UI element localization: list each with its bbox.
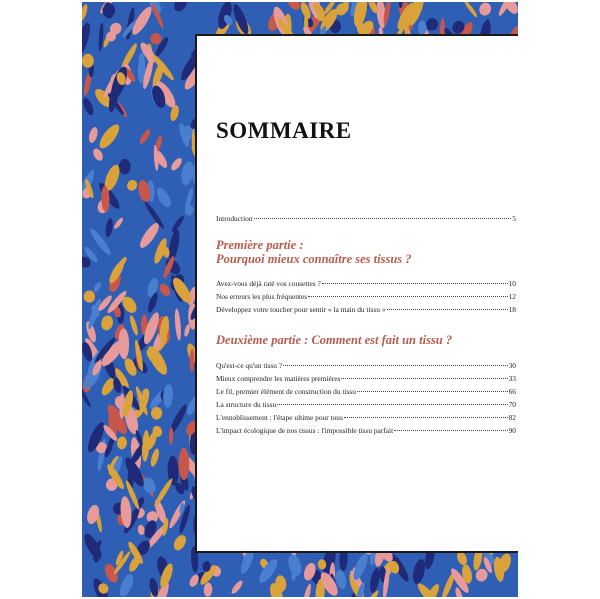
toc-entry-label: L'impact écologique de nos tissus : l'impossible tissu parfait: [216, 426, 394, 435]
toc-leader-dots: [344, 417, 508, 418]
part-heading-2-line1: Deuxième partie : Comment est fait un tissu ?: [216, 333, 453, 347]
toc-entry-page: 82: [508, 413, 516, 422]
toc-entry-label: Qu'est-ce qu'un tissu ?: [216, 361, 283, 370]
toc-entry: [216, 387, 516, 397]
brush-stroke: [157, 282, 172, 298]
toc-entry-label: Avez-vous déjà raté vos cousettes ?: [216, 279, 321, 288]
part-heading-2: [216, 333, 518, 347]
toc-entry-label: Mieux comprendre les matières premières: [216, 374, 341, 383]
toc-leader-dots: [322, 283, 508, 284]
brush-stroke: [203, 582, 212, 597]
brush-stroke: [179, 448, 190, 480]
brush-stroke: [117, 572, 136, 597]
brush-stroke: [154, 186, 174, 210]
toc-page: [195, 34, 518, 553]
toc-entry: [216, 426, 516, 436]
toc-entry-page: 66: [508, 387, 516, 396]
toc-entry-label: L'ennoblissement : l'étape ultime pour tous: [216, 413, 343, 422]
brush-stroke: [116, 436, 128, 450]
toc-entry-page: 33: [508, 374, 516, 383]
brush-stroke: [172, 2, 191, 14]
toc-entry: [216, 305, 516, 315]
brush-stroke: [351, 552, 371, 582]
brush-stroke: [145, 277, 160, 298]
toc-leader-dots: [341, 378, 507, 379]
toc-leader-dots: [277, 404, 507, 405]
toc-leader-dots: [283, 365, 508, 366]
brush-stroke: [411, 558, 427, 585]
part-heading-1: [216, 238, 518, 266]
brush-stroke: [169, 156, 184, 172]
toc-entry-page: 5: [512, 214, 516, 223]
toc-entry-label: Développez votre toucher pour sentir « la main du tissu »: [216, 305, 386, 314]
toc-leader-dots: [387, 309, 508, 310]
brush-stroke: [83, 290, 95, 303]
brush-stroke: [286, 553, 303, 577]
toc-leader-dots: [254, 218, 512, 219]
toc-leader-dots: [357, 391, 508, 392]
part-heading-1-line2: Pourquoi mieux connaître ses tissus ?: [216, 252, 412, 266]
brush-stroke: [96, 121, 122, 151]
toc-entry-label: Introduction: [216, 214, 253, 223]
toc-entry: [216, 279, 516, 289]
book-cover: [82, 2, 518, 597]
brush-stroke: [152, 477, 174, 508]
toc-entry-page: 90: [508, 426, 516, 435]
brush-stroke: [87, 126, 99, 144]
brush-stroke: [163, 384, 174, 408]
brush-stroke: [179, 160, 195, 186]
brush-stroke: [82, 3, 89, 21]
toc-entry-page: 18: [508, 305, 516, 314]
toc-entry-page: 10: [508, 279, 516, 288]
toc-entry-page: 12: [508, 292, 516, 301]
toc-entry-page: 30: [508, 361, 516, 370]
brush-stroke: [100, 314, 115, 331]
toc-entry: [216, 361, 516, 371]
brush-stroke: [302, 583, 313, 597]
brush-stroke: [137, 524, 145, 535]
brush-stroke: [119, 159, 131, 175]
part-heading-1-line1: Première partie :: [216, 238, 304, 252]
brush-stroke: [141, 430, 150, 462]
brush-stroke: [82, 97, 95, 117]
brush-stroke: [137, 220, 162, 250]
brush-stroke: [230, 579, 244, 595]
brush-stroke: [104, 218, 114, 238]
page-title: SOMMAIRE: [216, 118, 352, 143]
toc-entry-label: Nos erreurs les plus fréquentes: [216, 292, 308, 301]
toc-entry-label: Le fil, premier élément de construction du tissu: [216, 387, 356, 396]
brush-stroke: [128, 314, 139, 336]
toc-entry: [216, 400, 516, 410]
toc-entry-introduction: [216, 214, 516, 224]
toc-entry-page: 70: [508, 400, 516, 409]
brush-stroke: [82, 21, 93, 56]
brush-stroke: [174, 308, 182, 341]
brush-stroke: [169, 427, 174, 444]
brush-stroke: [93, 281, 103, 293]
toc-entry: [216, 413, 516, 423]
toc-entry-label: La structure du tissu: [216, 400, 277, 409]
brush-stroke: [125, 178, 139, 192]
brush-stroke: [463, 2, 479, 18]
brush-stroke: [171, 533, 188, 552]
brush-stroke: [98, 22, 104, 51]
brush-stroke: [91, 147, 105, 163]
brush-stroke: [113, 216, 125, 229]
toc-leader-dots: [394, 430, 507, 431]
toc-leader-dots: [308, 296, 507, 297]
brush-stroke: [285, 2, 302, 12]
toc-entry: [216, 292, 516, 302]
brush-stroke: [138, 128, 152, 145]
toc-entry: [216, 374, 516, 384]
brush-stroke: [149, 448, 161, 468]
brush-stroke: [477, 2, 493, 17]
